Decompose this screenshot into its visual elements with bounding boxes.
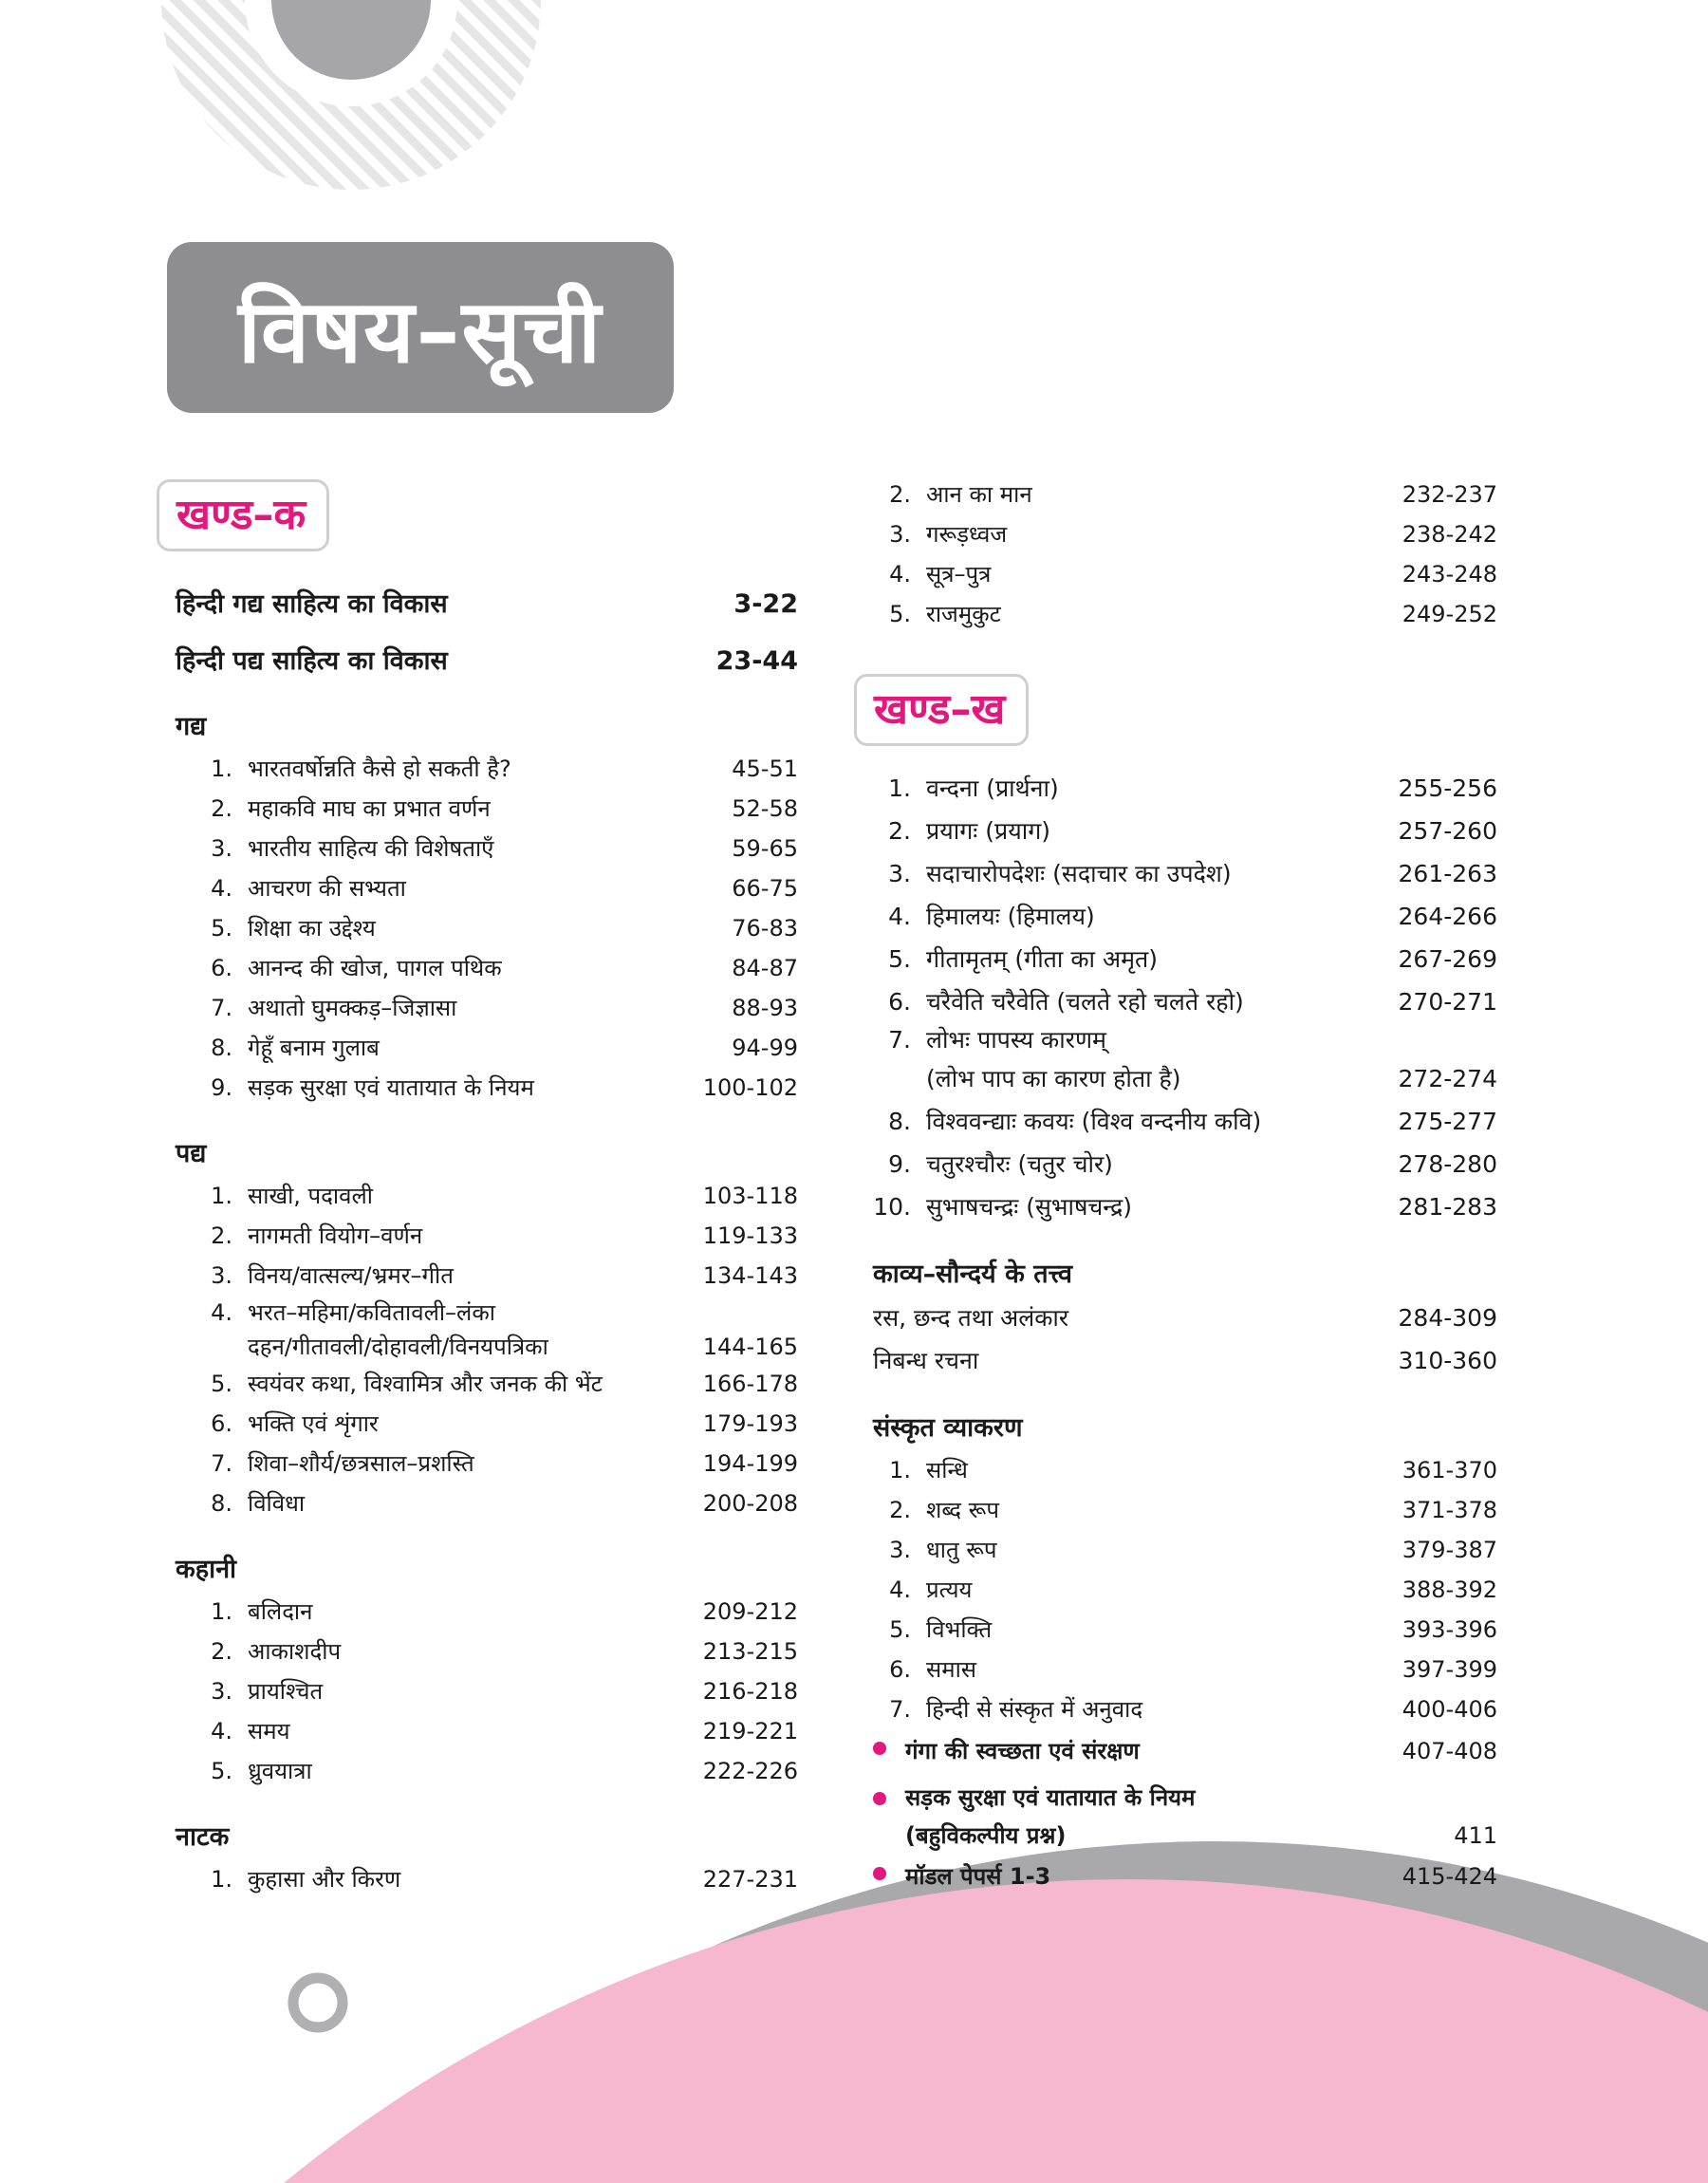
entry-title: कुहासा और किरण (248, 1866, 401, 1893)
pink-arc-decoration (0, 1879, 1708, 2183)
entry-title: मॉडल पेपर्स 1-3 (905, 1863, 1051, 1890)
toc-entry[interactable] (873, 1610, 1497, 1650)
entry-pages: 23-44 (715, 646, 798, 676)
entry-number: 1. (211, 1598, 232, 1625)
toc-entry[interactable] (873, 1297, 1497, 1339)
entry-pages: 400-406 (1402, 1696, 1497, 1723)
entry-pages: 415-424 (1402, 1863, 1497, 1890)
entry-title: राजमुकुट (926, 601, 1001, 627)
section-heading-natak: नाटक (176, 1822, 230, 1852)
toc-entry[interactable] (176, 749, 798, 789)
entry-title: हिमालयः (हिमालय) (926, 903, 1095, 930)
entry-pages: 272-274 (1398, 1065, 1497, 1092)
entry-number: 9. (888, 1150, 911, 1178)
toc-entry[interactable] (176, 1444, 798, 1483)
entry-title: भरत–महिमा/कवितावली–लंका (248, 1299, 495, 1326)
entry-title: शिवा–शौर्य/छत्रसाल–प्रशस्ति (248, 1450, 474, 1477)
entry-number: 4. (211, 1718, 232, 1745)
entry-title: सुभाषचन्द्रः (सुभाषचन्द्र) (926, 1193, 1133, 1221)
entry-pages: 361-370 (1402, 1457, 1497, 1483)
section-heading-vyakaran: संस्कृत व्याकरण (873, 1413, 1023, 1443)
toc-entry[interactable] (176, 1859, 798, 1899)
entry-pages: 88-93 (732, 995, 798, 1021)
entry-title: धातु रूप (926, 1537, 997, 1563)
page-title-box (167, 242, 674, 413)
entry-pages: 243-248 (1402, 561, 1497, 588)
entry-number: 10. (873, 1193, 911, 1221)
entry-number: 3. (888, 860, 911, 887)
entry-number: 8. (211, 1490, 232, 1517)
entry-number: 1. (889, 1457, 911, 1483)
entry-title: रस, छन्द तथा अलंकार (873, 1304, 1069, 1332)
toc-entry[interactable] (873, 1570, 1497, 1610)
entry-number: 4. (889, 561, 911, 588)
natak-continued-list (873, 475, 1497, 634)
toc-entry[interactable] (176, 908, 798, 948)
entry-number: 7. (888, 1026, 911, 1054)
toc-entry[interactable] (873, 980, 1497, 1023)
toc-entry[interactable] (873, 1530, 1497, 1570)
entry-title: भारतीय साहित्य की विशेषताएँ (248, 835, 494, 862)
bullet-icon (873, 1867, 886, 1880)
toc-entry[interactable] (873, 1490, 1497, 1530)
toc-entry[interactable] (873, 554, 1497, 594)
entry-number: 9. (211, 1074, 232, 1101)
entry-number: 5. (211, 1371, 232, 1397)
sanskrit-chapter-list (873, 767, 1497, 1228)
toc-entry[interactable] (176, 1216, 798, 1256)
entry-pages: 59-65 (732, 835, 798, 862)
entry-title: गीतामृतम् (गीता का अमृत) (926, 945, 1159, 973)
entry-title: विनय/वात्सल्य/भ्रमर–गीत (248, 1262, 454, 1289)
entry-number: 5. (211, 1758, 232, 1784)
entry-title: नागमती वियोग–वर्णन (248, 1222, 423, 1249)
section-heading-padya: पद्य (176, 1139, 207, 1168)
entry-pages: 278-280 (1398, 1150, 1497, 1178)
toc-entry[interactable] (873, 767, 1497, 810)
kavya-list (873, 1297, 1497, 1382)
entry-title: चरैवेति चरैवेति (चलते रहो चलते रहो) (926, 988, 1244, 1016)
entry-number: 6. (211, 955, 232, 981)
entry-title: अथातो घुमक्कड़–जिज्ञासा (248, 995, 457, 1021)
entry-pages: 119-133 (702, 1222, 798, 1249)
entry-title: भक्ति एवं शृंगार (248, 1410, 379, 1437)
toc-entry[interactable] (873, 475, 1497, 514)
entry-pages: 388-392 (1402, 1577, 1497, 1603)
entry-title-line2: (लोभ पाप का कारण होता है) (926, 1065, 1181, 1092)
entry-pages: 379-387 (1402, 1537, 1497, 1563)
entry-pages: 3-22 (733, 589, 798, 619)
entry-pages: 267-269 (1398, 945, 1497, 973)
toc-bullet-entry[interactable] (873, 1779, 1497, 1855)
entry-title: आनन्द की खोज, पागल पथिक (248, 955, 502, 981)
entry-pages: 166-178 (702, 1371, 798, 1397)
entry-pages: 411 (1454, 1822, 1497, 1849)
toc-entry-continued[interactable] (873, 1057, 1497, 1100)
entry-number: 5. (211, 915, 232, 942)
entry-title: बलिदान (248, 1598, 313, 1625)
entry-pages: 76-83 (732, 915, 798, 942)
entry-pages: 45-51 (732, 756, 798, 782)
entry-title: हिन्दी से संस्कृत में अनुवाद (926, 1696, 1143, 1723)
entry-title: प्रायश्चित (248, 1678, 324, 1705)
entry-pages: 227-231 (702, 1866, 798, 1893)
entry-title: विश्ववन्द्याः कवयः (विश्व वन्दनीय कवि) (926, 1108, 1262, 1135)
section-badge-khand-kha: खण्ड–ख (854, 674, 1029, 746)
toc-entry[interactable] (176, 1364, 798, 1404)
entry-pages: 255-256 (1398, 774, 1497, 802)
vyakaran-list (873, 1450, 1497, 1729)
padya-list (176, 1176, 798, 1523)
entry-title: विभक्ति (926, 1616, 993, 1643)
entry-number: 3. (211, 1678, 232, 1705)
toc-entry[interactable] (873, 1689, 1497, 1729)
toc-entry[interactable] (873, 1100, 1497, 1143)
entry-title: गेहूँ बनाम गुलाब (248, 1035, 380, 1061)
entry-pages: 407-408 (1402, 1738, 1497, 1764)
entry-pages: 371-378 (1402, 1497, 1497, 1523)
entry-pages: 213-215 (702, 1638, 798, 1665)
right-column (873, 475, 1497, 1898)
entry-number: 3. (889, 1537, 911, 1563)
entry-title: ध्रुवयात्रा (248, 1758, 312, 1784)
entry-number: 4. (211, 1299, 232, 1326)
left-column (176, 479, 798, 1899)
entry-number: 1. (211, 1866, 232, 1893)
entry-number: 4. (211, 875, 232, 902)
entry-title: गरूड़ध्वज (926, 521, 1008, 548)
toc-entry[interactable] (176, 1483, 798, 1523)
entry-pages: 219-221 (702, 1718, 798, 1745)
toc-entry[interactable] (176, 1176, 798, 1216)
toc-entry[interactable] (873, 1450, 1497, 1490)
entry-number: 6. (888, 988, 911, 1016)
entry-title: हिन्दी गद्य साहित्य का विकास (176, 589, 448, 619)
entry-number: 7. (211, 995, 232, 1021)
toc-entry[interactable] (176, 1751, 798, 1791)
bullet-icon (873, 1792, 886, 1805)
entry-title-line2: दहन/गीतावली/दोहावली/विनयपत्रिका (248, 1334, 548, 1360)
small-ring-decoration (293, 1978, 343, 2027)
toc-entry[interactable] (873, 938, 1497, 980)
entry-number: 1. (211, 756, 232, 782)
toc-entry[interactable] (873, 594, 1497, 634)
toc-entry-main[interactable] (176, 576, 798, 633)
entry-title: लोभः पापस्य कारणम् (926, 1026, 1106, 1054)
kahani-list (176, 1592, 798, 1791)
entry-pages: 222-226 (702, 1758, 798, 1784)
entry-number: 2. (211, 1222, 232, 1249)
entry-number: 3. (211, 835, 232, 862)
entry-number: 2. (889, 1497, 911, 1523)
entry-pages: 84-87 (732, 955, 798, 981)
entry-pages: 257-260 (1398, 817, 1497, 845)
toc-entry[interactable] (176, 1296, 798, 1330)
toc-entry[interactable] (176, 1632, 798, 1671)
section-heading-kavya: काव्य–सौन्दर्य के तत्त्व (873, 1259, 1073, 1289)
entry-pages: 66-75 (732, 875, 798, 902)
entry-number: 7. (211, 1450, 232, 1477)
entry-title: वन्दना (प्रार्थना) (926, 774, 1059, 802)
bullet-list (873, 1729, 1497, 1898)
entry-number: 8. (211, 1035, 232, 1061)
toc-entry[interactable] (176, 1711, 798, 1751)
toc-entry[interactable] (873, 1143, 1497, 1185)
toc-entry[interactable] (176, 1028, 798, 1068)
toc-entry-main[interactable] (176, 633, 798, 690)
entry-number: 3. (211, 1262, 232, 1289)
entry-pages: 264-266 (1398, 903, 1497, 930)
entry-number: 1. (888, 774, 911, 802)
entry-title: महाकवि माघ का प्रभात वर्णन (248, 795, 491, 822)
entry-pages: 275-277 (1398, 1108, 1497, 1135)
entry-number: 5. (888, 945, 911, 973)
entry-title: सड़क सुरक्षा एवं यातायात के नियम (905, 1784, 1196, 1811)
toc-entry[interactable] (873, 852, 1497, 895)
section-heading-kahani: कहानी (176, 1555, 237, 1584)
entry-title: स्वयंवर कथा, विश्वामित्र और जनक की भेंट (248, 1371, 603, 1397)
entry-number: 6. (889, 1656, 911, 1683)
page-title: विषय–सूची (238, 280, 603, 382)
entry-pages: 284-309 (1398, 1304, 1497, 1332)
entry-number: 5. (889, 601, 911, 627)
gadya-list (176, 749, 798, 1108)
entry-title: प्रत्यय (926, 1577, 973, 1603)
entry-pages: 179-193 (702, 1410, 798, 1437)
toc-entry[interactable] (873, 1023, 1497, 1057)
entry-title: आचरण की सभ्यता (248, 875, 406, 902)
toc-entry[interactable] (176, 948, 798, 988)
entry-pages: 200-208 (702, 1490, 798, 1517)
section-badge-khand-ka: खण्ड–क (157, 479, 329, 551)
bullet-icon (873, 1742, 886, 1755)
toc-entry[interactable] (176, 1592, 798, 1632)
toc-entry[interactable] (176, 829, 798, 868)
entry-number: 2. (888, 817, 911, 845)
toc-entry[interactable] (873, 1185, 1497, 1228)
entry-pages: 216-218 (702, 1678, 798, 1705)
toc-entry[interactable] (176, 1671, 798, 1711)
toc-entry[interactable] (176, 1256, 798, 1296)
entry-number: 7. (889, 1696, 911, 1723)
toc-entry[interactable] (176, 1404, 798, 1444)
toc-entry[interactable] (176, 1068, 798, 1108)
entry-title: समय (248, 1718, 290, 1745)
toc-entry[interactable] (873, 514, 1497, 554)
entry-pages: 103-118 (702, 1183, 798, 1209)
entry-pages: 310-360 (1398, 1347, 1497, 1374)
entry-pages: 238-242 (1402, 521, 1497, 548)
entry-title: सड़क सुरक्षा एवं यातायात के नियम (248, 1074, 534, 1101)
entry-title: हिन्दी पद्य साहित्य का विकास (176, 646, 448, 676)
entry-title: समास (926, 1656, 977, 1683)
entry-title: सदाचारोपदेशः (सदाचार का उपदेश) (926, 860, 1232, 887)
section-heading-gadya: गद्य (176, 712, 207, 741)
entry-title: प्रयागः (प्रयाग) (926, 817, 1051, 845)
entry-title: शब्द रूप (926, 1497, 999, 1523)
entry-title: भारतवर्षोन्नति कैसे हो सकती है? (248, 756, 511, 782)
entry-pages: 209-212 (702, 1598, 798, 1625)
entry-number: 2. (889, 481, 911, 508)
entry-number: 1. (211, 1183, 232, 1209)
toc-entry[interactable] (176, 868, 798, 908)
toc-bullet-entry[interactable] (873, 1729, 1497, 1773)
entry-title: सन्धि (926, 1457, 968, 1483)
entry-title: सूत्र–पुत्र (926, 561, 992, 588)
toc-entry[interactable] (873, 810, 1497, 852)
entry-title: गंगा की स्वच्छता एवं संरक्षण (905, 1738, 1140, 1764)
entry-pages: 232-237 (1402, 481, 1497, 508)
entry-pages: 144-165 (702, 1334, 798, 1360)
toc-entry-continued[interactable] (176, 1330, 798, 1364)
entry-title: आन का मान (926, 481, 1032, 508)
toc-entry[interactable] (873, 895, 1497, 938)
toc-entry[interactable] (176, 988, 798, 1028)
entry-title: शिक्षा का उद्देश्य (248, 915, 376, 942)
entry-title: विविधा (248, 1490, 306, 1517)
entry-title: आकाशदीप (248, 1638, 342, 1665)
entry-title-line2: (बहुविकल्पीय प्रश्न) (905, 1822, 1067, 1849)
entry-number: 2. (211, 795, 232, 822)
entry-title: साखी, पदावली (248, 1183, 373, 1209)
entry-pages: 94-99 (732, 1035, 798, 1061)
entry-pages: 393-396 (1402, 1616, 1497, 1643)
entry-number: 2. (211, 1638, 232, 1665)
entry-pages: 270-271 (1398, 988, 1497, 1016)
entry-pages: 281-283 (1398, 1193, 1497, 1221)
entry-number: 4. (889, 1577, 911, 1603)
entry-pages: 52-58 (732, 795, 798, 822)
entry-number: 6. (211, 1410, 232, 1437)
entry-pages: 397-399 (1402, 1656, 1497, 1683)
entry-number: 5. (889, 1616, 911, 1643)
entry-pages: 249-252 (1402, 601, 1497, 627)
entry-pages: 134-143 (702, 1262, 798, 1289)
entry-pages: 261-263 (1398, 860, 1497, 887)
entry-pages: 194-199 (702, 1450, 798, 1477)
entry-title: चतुरश्चौरः (चतुर चोर) (926, 1150, 1113, 1178)
entry-pages: 100-102 (702, 1074, 798, 1101)
toc-entry[interactable] (873, 1339, 1497, 1382)
top-ring-decoration (161, 0, 541, 190)
toc-entry[interactable] (176, 789, 798, 829)
toc-entry[interactable] (873, 1650, 1497, 1689)
entry-number: 4. (888, 903, 911, 930)
entry-title: निबन्ध रचना (873, 1347, 979, 1374)
natak-list (176, 1859, 798, 1899)
entry-number: 8. (888, 1108, 911, 1135)
entry-number: 3. (889, 521, 911, 548)
toc-bullet-entry[interactable] (873, 1855, 1497, 1898)
